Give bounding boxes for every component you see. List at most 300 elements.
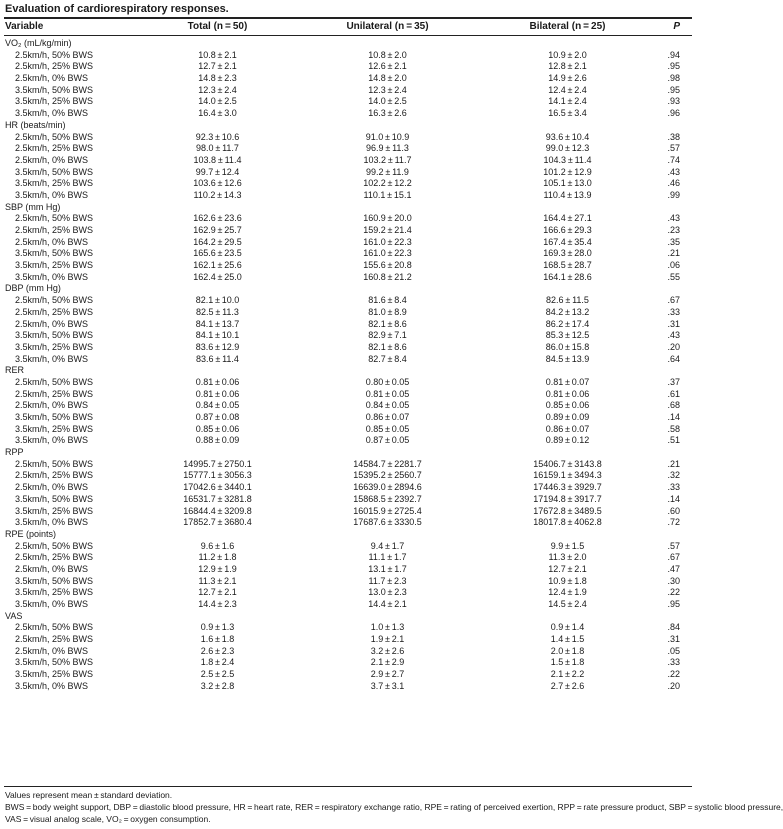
total-cell: 3.2 ± 2.8 xyxy=(200,680,235,691)
header-variable: Variable xyxy=(5,21,44,32)
condition-cell: 3.5km/h, 50% BWS xyxy=(15,575,94,586)
p-value-cell: .95 xyxy=(667,61,680,72)
group-header-row xyxy=(0,202,698,214)
unilateral-cell: 3.7 ± 3.1 xyxy=(370,680,405,691)
table-row xyxy=(0,389,698,401)
p-value-cell: .20 xyxy=(667,680,680,691)
header-bilateral: Bilateral (n = 25) xyxy=(529,21,606,32)
bilateral-cell: 9.9 ± 1.5 xyxy=(550,540,585,551)
condition-cell: 3.5km/h, 50% BWS xyxy=(15,493,94,504)
table-row xyxy=(0,213,698,225)
total-cell: 162.9 ± 25.7 xyxy=(193,225,242,235)
bilateral-cell: 85.3 ± 12.5 xyxy=(545,330,590,341)
bilateral-cell: 17672.8 ± 3489.5 xyxy=(533,505,602,516)
p-value-cell: .22 xyxy=(667,669,680,680)
group-header-row xyxy=(0,529,698,541)
condition-cell: 3.5km/h, 0% BWS xyxy=(15,271,89,282)
bilateral-cell: 12.4 ± 1.9 xyxy=(548,587,587,598)
group-header-row xyxy=(0,611,698,623)
condition-cell: 2.5km/h, 50% BWS xyxy=(15,295,94,306)
bilateral-cell: 101.2 ± 12.9 xyxy=(543,166,592,177)
bilateral-cell: 105.1 ± 13.0 xyxy=(543,178,592,189)
table-row xyxy=(0,73,698,85)
unilateral-cell: 96.9 ± 11.3 xyxy=(366,143,409,154)
table-row xyxy=(0,494,698,506)
unilateral-cell: 1.9 ± 2.1 xyxy=(370,634,405,645)
unilateral-cell: 9.4 ± 1.7 xyxy=(370,540,405,551)
total-cell: 10.8 ± 2.1 xyxy=(198,49,237,60)
total-cell: 11.3 ± 2.1 xyxy=(198,575,237,586)
header-total: Total (n = 50) xyxy=(187,21,248,32)
condition-cell: 2.5km/h, 50% BWS xyxy=(15,131,94,142)
condition-cell: 2.5km/h, 25% BWS xyxy=(15,306,94,317)
unilateral-cell: 14.8 ± 2.0 xyxy=(368,73,407,84)
unilateral-cell: 13.0 ± 2.3 xyxy=(368,587,407,598)
p-value-cell: .98 xyxy=(667,73,680,84)
bilateral-cell: 17194.8 ± 3917.7 xyxy=(533,493,602,504)
p-value-cell: .55 xyxy=(667,271,680,282)
table-row xyxy=(0,646,698,658)
total-cell: 11.2 ± 1.8 xyxy=(198,552,237,563)
bilateral-cell: 1.5 ± 1.8 xyxy=(550,657,585,668)
total-cell: 162.1 ± 25.6 xyxy=(193,260,242,271)
table-row xyxy=(0,564,698,576)
condition-cell: 2.5km/h, 0% BWS xyxy=(15,482,89,493)
unilateral-cell: 81.0 ± 8.9 xyxy=(368,306,407,317)
total-cell: 14.8 ± 2.3 xyxy=(198,73,237,84)
bilateral-cell: 11.3 ± 2.0 xyxy=(548,552,587,563)
group-label: SBP (mm Hg) xyxy=(5,201,61,212)
total-cell: 9.6 ± 1.6 xyxy=(200,540,235,551)
p-value-cell: .68 xyxy=(667,400,680,411)
table-row xyxy=(0,669,698,681)
total-cell: 0.87 ± 0.08 xyxy=(195,412,240,422)
p-value-cell: .37 xyxy=(667,376,680,387)
total-cell: 99.7 ± 12.4 xyxy=(195,166,240,177)
bilateral-cell: 86.2 ± 17.4 xyxy=(545,318,590,329)
group-label: HR (beats/min) xyxy=(5,119,66,130)
condition-cell: 3.5km/h, 25% BWS xyxy=(15,178,94,189)
unilateral-cell: 161.0 ± 22.3 xyxy=(363,248,412,259)
p-value-cell: .57 xyxy=(667,143,680,154)
table-row xyxy=(0,237,698,249)
condition-cell: 2.5km/h, 25% BWS xyxy=(15,470,94,481)
unilateral-cell: 0.80 ± 0.05 xyxy=(365,376,410,387)
condition-cell: 3.5km/h, 25% BWS xyxy=(15,669,94,680)
table-row xyxy=(0,167,698,179)
unilateral-cell: 81.6 ± 8.4 xyxy=(368,295,407,306)
total-cell: 2.5 ± 2.5 xyxy=(200,669,235,680)
total-cell: 16.4 ± 3.0 xyxy=(198,108,237,119)
total-cell: 0.9 ± 1.3 xyxy=(200,622,235,633)
p-value-cell: .23 xyxy=(667,225,680,235)
table-row xyxy=(0,552,698,564)
bilateral-cell: 164.4 ± 27.1 xyxy=(543,213,592,224)
table-row xyxy=(0,681,698,693)
bilateral-cell: 14.5 ± 2.4 xyxy=(548,599,587,609)
bilateral-cell: 164.1 ± 28.6 xyxy=(543,271,592,282)
unilateral-cell: 82.7 ± 8.4 xyxy=(368,353,407,364)
total-cell: 83.6 ± 12.9 xyxy=(195,341,240,352)
p-value-cell: .72 xyxy=(667,517,680,528)
table-row xyxy=(0,435,698,447)
p-value-cell: .21 xyxy=(667,248,680,259)
total-cell: 0.84 ± 0.05 xyxy=(195,400,240,411)
p-value-cell: .94 xyxy=(667,49,680,60)
unilateral-cell: 17687.6 ± 3330.5 xyxy=(353,517,422,528)
p-value-cell: .35 xyxy=(667,236,680,247)
total-cell: 14.4 ± 2.3 xyxy=(198,599,237,609)
table-row xyxy=(0,377,698,389)
p-value-cell: .64 xyxy=(667,353,680,364)
total-cell: 84.1 ± 10.1 xyxy=(195,330,240,341)
bilateral-cell: 84.2 ± 13.2 xyxy=(545,306,590,317)
bilateral-cell: 0.86 ± 0.07 xyxy=(545,423,590,434)
unilateral-cell: 102.2 ± 12.2 xyxy=(363,178,412,189)
p-value-cell: .38 xyxy=(667,131,680,142)
bilateral-cell: 0.85 ± 0.06 xyxy=(545,400,590,411)
condition-cell: 3.5km/h, 50% BWS xyxy=(15,330,94,341)
bilateral-cell: 167.4 ± 35.4 xyxy=(543,236,592,247)
condition-cell: 3.5km/h, 0% BWS xyxy=(15,189,89,200)
unilateral-cell: 82.9 ± 7.1 xyxy=(368,330,407,341)
group-label: VAS xyxy=(5,610,23,621)
total-cell: 2.6 ± 2.3 xyxy=(200,645,235,656)
unilateral-cell: 155.6 ± 20.8 xyxy=(363,260,412,271)
p-value-cell: .57 xyxy=(667,540,680,551)
condition-cell: 2.5km/h, 50% BWS xyxy=(15,376,94,387)
bilateral-cell: 99.0 ± 12.3 xyxy=(545,143,590,154)
unilateral-cell: 2.9 ± 2.7 xyxy=(370,669,405,680)
condition-cell: 3.5km/h, 0% BWS xyxy=(15,435,89,446)
p-value-cell: .51 xyxy=(667,435,680,446)
p-value-cell: .33 xyxy=(667,306,680,317)
bilateral-cell: 0.9 ± 1.4 xyxy=(550,622,585,633)
unilateral-cell: 82.1 ± 8.6 xyxy=(368,341,407,352)
table-row xyxy=(0,459,698,471)
bilateral-cell: 0.81 ± 0.07 xyxy=(545,376,590,387)
total-cell: 17852.7 ± 3680.4 xyxy=(183,517,252,528)
p-value-cell: .31 xyxy=(667,318,680,329)
p-value-cell: .31 xyxy=(667,634,680,645)
unilateral-cell: 2.1 ± 2.9 xyxy=(370,657,405,668)
unilateral-cell: 11.1 ± 1.7 xyxy=(368,552,407,563)
table-row xyxy=(0,482,698,494)
total-cell: 0.81 ± 0.06 xyxy=(195,376,240,387)
total-cell: 12.7 ± 2.1 xyxy=(198,61,237,72)
footnote-values: Values represent mean ± standard deviation. xyxy=(5,790,173,800)
unilateral-cell: 14.0 ± 2.5 xyxy=(368,96,407,107)
condition-cell: 2.5km/h, 50% BWS xyxy=(15,540,94,551)
bilateral-cell: 84.5 ± 13.9 xyxy=(545,353,590,364)
condition-cell: 2.5km/h, 25% BWS xyxy=(15,634,94,645)
table-row xyxy=(0,307,698,319)
condition-cell: 2.5km/h, 25% BWS xyxy=(15,552,94,563)
bilateral-cell: 82.6 ± 11.5 xyxy=(546,295,589,306)
condition-cell: 3.5km/h, 0% BWS xyxy=(15,517,89,528)
total-cell: 82.1 ± 10.0 xyxy=(195,295,240,306)
condition-cell: 2.5km/h, 25% BWS xyxy=(15,388,94,399)
bilateral-cell: 93.6 ± 10.4 xyxy=(545,131,590,142)
unilateral-cell: 82.1 ± 8.6 xyxy=(368,318,407,329)
group-label: VO₂ (mL/kg/min) xyxy=(5,38,72,48)
table-row xyxy=(0,319,698,331)
bilateral-cell: 0.89 ± 0.09 xyxy=(545,412,590,422)
table-row xyxy=(0,506,698,518)
table-row xyxy=(0,96,698,108)
table-row xyxy=(0,272,698,284)
table-row xyxy=(0,657,698,669)
total-cell: 16531.7 ± 3281.8 xyxy=(183,493,252,504)
table-row xyxy=(0,85,698,97)
p-value-cell: .67 xyxy=(667,295,680,306)
p-value-cell: .43 xyxy=(667,166,680,177)
bilateral-cell: 12.4 ± 2.4 xyxy=(548,84,587,95)
table-row xyxy=(0,424,698,436)
p-value-cell: .43 xyxy=(667,330,680,341)
condition-cell: 2.5km/h, 50% BWS xyxy=(15,213,94,224)
unilateral-cell: 99.2 ± 11.9 xyxy=(366,166,409,177)
unilateral-cell: 0.87 ± 0.05 xyxy=(365,435,410,446)
total-cell: 12.7 ± 2.1 xyxy=(198,587,237,598)
total-cell: 164.2 ± 29.5 xyxy=(193,236,242,247)
unilateral-cell: 16.3 ± 2.6 xyxy=(368,108,407,119)
group-label: RPP xyxy=(5,447,24,458)
table-row xyxy=(0,190,698,202)
total-cell: 14995.7 ± 2750.1 xyxy=(183,458,252,469)
bilateral-cell: 12.8 ± 2.1 xyxy=(548,61,587,72)
table-row xyxy=(0,155,698,167)
condition-cell: 2.5km/h, 0% BWS xyxy=(15,400,89,411)
bilateral-cell: 12.7 ± 2.1 xyxy=(548,563,587,574)
table-row xyxy=(0,225,698,237)
header-unilateral: Unilateral (n = 35) xyxy=(346,21,429,32)
header-p: P xyxy=(673,21,680,32)
group-label: RER xyxy=(5,365,25,376)
p-value-cell: .14 xyxy=(667,412,680,422)
table-row xyxy=(0,143,698,155)
unilateral-cell: 0.86 ± 0.07 xyxy=(365,412,410,422)
condition-cell: 2.5km/h, 0% BWS xyxy=(15,563,89,574)
table-row xyxy=(0,576,698,588)
total-cell: 12.3 ± 2.4 xyxy=(198,84,237,95)
bilateral-cell: 169.3 ± 28.0 xyxy=(543,248,592,259)
unilateral-cell: 160.9 ± 20.0 xyxy=(363,213,412,224)
total-cell: 98.0 ± 11.7 xyxy=(196,143,239,154)
table-row xyxy=(0,50,698,62)
unilateral-cell: 0.85 ± 0.05 xyxy=(365,423,410,434)
unilateral-cell: 0.81 ± 0.05 xyxy=(365,388,410,399)
bilateral-cell: 1.4 ± 1.5 xyxy=(550,634,585,645)
total-cell: 16844.4 ± 3209.8 xyxy=(183,505,252,516)
unilateral-cell: 15868.5 ± 2392.7 xyxy=(353,493,422,504)
condition-cell: 3.5km/h, 25% BWS xyxy=(15,587,94,598)
condition-cell: 3.5km/h, 50% BWS xyxy=(15,657,94,668)
p-value-cell: .96 xyxy=(667,108,680,119)
unilateral-cell: 12.3 ± 2.4 xyxy=(368,84,407,95)
table-row xyxy=(0,412,698,424)
p-value-cell: .20 xyxy=(667,341,680,352)
condition-cell: 3.5km/h, 50% BWS xyxy=(15,412,94,422)
p-value-cell: .60 xyxy=(667,505,680,516)
p-value-cell: .46 xyxy=(667,178,680,189)
condition-cell: 3.5km/h, 0% BWS xyxy=(15,108,89,119)
condition-cell: 2.5km/h, 25% BWS xyxy=(15,225,94,235)
condition-cell: 2.5km/h, 50% BWS xyxy=(15,458,94,469)
total-cell: 0.88 ± 0.09 xyxy=(195,435,240,446)
group-header-row xyxy=(0,120,698,132)
group-label: RPE (points) xyxy=(5,528,57,539)
p-value-cell: .74 xyxy=(667,154,680,165)
table-row xyxy=(0,295,698,307)
condition-cell: 3.5km/h, 25% BWS xyxy=(15,260,94,271)
unilateral-cell: 15395.2 ± 2560.7 xyxy=(353,470,422,481)
p-value-cell: .32 xyxy=(667,470,680,481)
header-rule xyxy=(4,35,692,36)
total-cell: 110.2 ± 14.3 xyxy=(193,189,242,200)
table-row xyxy=(0,634,698,646)
p-value-cell: .47 xyxy=(667,563,680,574)
unilateral-cell: 160.8 ± 21.2 xyxy=(363,271,412,282)
unilateral-cell: 16015.9 ± 2725.4 xyxy=(353,505,422,516)
group-header-row xyxy=(0,283,698,295)
condition-cell: 3.5km/h, 50% BWS xyxy=(15,248,94,259)
p-value-cell: .33 xyxy=(667,657,680,668)
unilateral-cell: 110.1 ± 15.1 xyxy=(363,189,412,200)
table-row xyxy=(0,108,698,120)
top-rule xyxy=(4,17,692,19)
total-cell: 15777.1 ± 3056.3 xyxy=(183,470,252,481)
p-value-cell: .84 xyxy=(667,622,680,633)
footnote-abbrev-1: BWS = body weight support, DBP = diastolic blood pressure, HR = heart rate, RER = respiratory exchange ratio, RPE = rating of perceived exertion, RPP = rate pressure product, SBP = systolic blood pressure, xyxy=(5,802,783,812)
table-row xyxy=(0,541,698,553)
table-body xyxy=(0,38,698,693)
p-value-cell: .95 xyxy=(667,84,680,95)
unilateral-cell: 1.0 ± 1.3 xyxy=(370,622,405,633)
footnote-abbrev-2: VAS = visual analog scale, VO₂ = oxygen consumption. xyxy=(5,814,211,824)
bottom-rule xyxy=(4,786,692,787)
bilateral-cell: 104.3 ± 11.4 xyxy=(543,154,592,165)
total-cell: 92.3 ± 10.6 xyxy=(195,131,240,142)
condition-cell: 3.5km/h, 25% BWS xyxy=(15,96,94,107)
bilateral-cell: 2.7 ± 2.6 xyxy=(550,680,585,691)
bilateral-cell: 0.81 ± 0.06 xyxy=(545,388,590,399)
total-cell: 0.85 ± 0.06 xyxy=(195,423,240,434)
total-cell: 165.6 ± 23.5 xyxy=(193,248,242,259)
bilateral-cell: 2.1 ± 2.2 xyxy=(550,669,585,680)
unilateral-cell: 14584.7 ± 2281.7 xyxy=(353,458,422,469)
total-cell: 14.0 ± 2.5 xyxy=(198,96,237,107)
condition-cell: 2.5km/h, 0% BWS xyxy=(15,154,89,165)
condition-cell: 2.5km/h, 50% BWS xyxy=(15,622,94,633)
condition-cell: 2.5km/h, 25% BWS xyxy=(15,143,94,154)
total-cell: 1.6 ± 1.8 xyxy=(200,634,235,645)
table-row xyxy=(0,178,698,190)
unilateral-cell: 3.2 ± 2.6 xyxy=(370,645,405,656)
bilateral-cell: 15406.7 ± 3143.8 xyxy=(533,458,602,469)
p-value-cell: .95 xyxy=(667,599,680,609)
bilateral-cell: 14.9 ± 2.6 xyxy=(548,73,587,84)
p-value-cell: .61 xyxy=(667,388,680,399)
condition-cell: 3.5km/h, 0% BWS xyxy=(15,353,89,364)
bilateral-cell: 14.1 ± 2.4 xyxy=(548,96,587,107)
table-row xyxy=(0,400,698,412)
condition-cell: 2.5km/h, 50% BWS xyxy=(15,49,94,60)
unilateral-cell: 10.8 ± 2.0 xyxy=(368,49,407,60)
p-value-cell: .99 xyxy=(667,189,680,200)
condition-cell: 2.5km/h, 0% BWS xyxy=(15,318,89,329)
bilateral-cell: 10.9 ± 2.0 xyxy=(548,49,587,60)
p-value-cell: .67 xyxy=(667,552,680,563)
condition-cell: 2.5km/h, 0% BWS xyxy=(15,236,89,247)
p-value-cell: .43 xyxy=(667,213,680,224)
condition-cell: 3.5km/h, 25% BWS xyxy=(15,423,94,434)
unilateral-cell: 13.1 ± 1.7 xyxy=(368,563,407,574)
table-row xyxy=(0,61,698,73)
bilateral-cell: 0.89 ± 0.12 xyxy=(545,435,590,446)
bilateral-cell: 17446.3 ± 3929.7 xyxy=(533,482,602,493)
condition-cell: 3.5km/h, 25% BWS xyxy=(15,505,94,516)
bilateral-cell: 168.5 ± 28.7 xyxy=(543,260,592,271)
table-row xyxy=(0,330,698,342)
table-row xyxy=(0,587,698,599)
bilateral-cell: 18017.8 ± 4062.8 xyxy=(533,517,602,528)
table-row xyxy=(0,248,698,260)
total-cell: 0.81 ± 0.06 xyxy=(195,388,240,399)
total-cell: 82.5 ± 11.3 xyxy=(196,306,239,317)
group-header-row xyxy=(0,447,698,459)
total-cell: 162.6 ± 23.6 xyxy=(193,213,242,224)
p-value-cell: .33 xyxy=(667,482,680,493)
condition-cell: 3.5km/h, 50% BWS xyxy=(15,84,94,95)
unilateral-cell: 12.6 ± 2.1 xyxy=(368,61,407,72)
p-value-cell: .06 xyxy=(667,260,680,271)
p-value-cell: .14 xyxy=(667,493,680,504)
group-header-row xyxy=(0,38,698,50)
unilateral-cell: 159.2 ± 21.4 xyxy=(363,225,412,235)
p-value-cell: .22 xyxy=(667,587,680,598)
table-row xyxy=(0,260,698,272)
unilateral-cell: 16639.0 ± 2894.6 xyxy=(353,482,422,493)
table-row xyxy=(0,132,698,144)
total-cell: 1.8 ± 2.4 xyxy=(200,657,235,668)
bilateral-cell: 10.9 ± 1.8 xyxy=(548,575,587,586)
condition-cell: 3.5km/h, 25% BWS xyxy=(15,341,94,352)
total-cell: 103.6 ± 12.6 xyxy=(193,178,242,189)
total-cell: 12.9 ± 1.9 xyxy=(198,563,237,574)
total-cell: 17042.6 ± 3440.1 xyxy=(183,482,252,493)
condition-cell: 2.5km/h, 0% BWS xyxy=(15,73,89,84)
group-header-row xyxy=(0,365,698,377)
bilateral-cell: 110.4 ± 13.9 xyxy=(543,189,592,200)
total-cell: 103.8 ± 11.4 xyxy=(193,154,242,165)
unilateral-cell: 161.0 ± 22.3 xyxy=(363,236,412,247)
table-row xyxy=(0,622,698,634)
bilateral-cell: 166.6 ± 29.3 xyxy=(543,225,592,235)
condition-cell: 2.5km/h, 25% BWS xyxy=(15,61,94,72)
table-row xyxy=(0,354,698,366)
unilateral-cell: 11.7 ± 2.3 xyxy=(368,575,407,586)
total-cell: 84.1 ± 13.7 xyxy=(195,318,240,329)
p-value-cell: .58 xyxy=(667,423,680,434)
p-value-cell: .05 xyxy=(667,645,680,656)
p-value-cell: .30 xyxy=(667,575,680,586)
total-cell: 162.4 ± 25.0 xyxy=(193,271,242,282)
bilateral-cell: 16.5 ± 3.4 xyxy=(548,108,587,119)
unilateral-cell: 91.0 ± 10.9 xyxy=(365,131,410,142)
condition-cell: 3.5km/h, 50% BWS xyxy=(15,166,94,177)
bilateral-cell: 86.0 ± 15.8 xyxy=(545,341,590,352)
